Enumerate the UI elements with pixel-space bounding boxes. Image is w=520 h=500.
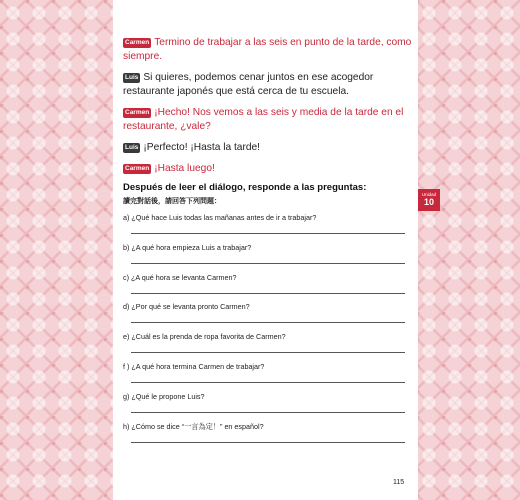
answer-line[interactable] bbox=[131, 412, 405, 413]
question-text: g) ¿Qué le propone Luis? bbox=[123, 391, 205, 401]
answer-line[interactable] bbox=[131, 442, 405, 443]
dialogue-line bbox=[123, 71, 413, 99]
dialogue-line bbox=[123, 106, 413, 134]
dialogue-text: ¡Hecho! Nos vemos a las seis y media de la tarde en el restaurante, ¿vale? bbox=[123, 107, 404, 132]
speaker-tag-carmen: Carmen bbox=[125, 109, 150, 116]
question-text: e) ¿Cuál es la prenda de ropa favorita de Carmen? bbox=[123, 332, 286, 342]
question-text: b) ¿A qué hora empieza Luis a trabajar? bbox=[123, 242, 252, 252]
unit-label: Unidad bbox=[421, 192, 437, 197]
dialogue-text: Termino de trabajar a las seis en punto de la tarde, como siempre. bbox=[123, 37, 412, 62]
unit-number: 10 bbox=[423, 197, 434, 207]
answer-line[interactable] bbox=[131, 322, 405, 323]
question-item bbox=[123, 362, 405, 392]
question-item bbox=[123, 392, 405, 422]
question-text: h) ¿Cómo se dice “一言為定！” en español? bbox=[123, 421, 264, 431]
answer-line[interactable] bbox=[131, 352, 405, 353]
question-text: c) ¿A qué hora se levanta Carmen? bbox=[123, 272, 237, 282]
question-item bbox=[123, 243, 405, 273]
question-text: f ) ¿A qué hora termina Carmen de trabajar? bbox=[123, 361, 265, 371]
speaker-tag-luis: Luis bbox=[125, 74, 139, 81]
exercise-title: Después de leer el diálogo, responde a las preguntas: bbox=[123, 182, 367, 193]
dialogue-text: Si quieres, podemos cenar juntos en ese acogedor restaurante japonés que está cerca de tu escuela. bbox=[123, 72, 374, 97]
question-item bbox=[123, 302, 405, 332]
question-item bbox=[123, 213, 405, 243]
dialogue-text: ¡Hasta luego! bbox=[154, 163, 215, 174]
question-item bbox=[123, 273, 405, 303]
answer-line[interactable] bbox=[131, 263, 405, 264]
exercise-subtitle: 讀完對話後，請回答下列問題： bbox=[123, 198, 221, 205]
question-item bbox=[123, 422, 405, 452]
question-list bbox=[123, 213, 405, 451]
dialogue-text: ¡Perfecto! ¡Hasta la tarde! bbox=[143, 142, 261, 153]
dialogue-line bbox=[123, 162, 413, 176]
speaker-tag-carmen: Carmen bbox=[125, 39, 150, 46]
answer-line[interactable] bbox=[131, 293, 405, 294]
question-text: d) ¿Por qué se levanta pronto Carmen? bbox=[123, 302, 250, 312]
dialogue-line bbox=[123, 141, 413, 155]
question-item bbox=[123, 332, 405, 362]
speaker-tag-carmen: Carmen bbox=[125, 165, 150, 172]
dialogue bbox=[123, 36, 413, 183]
unit-tab bbox=[418, 189, 440, 211]
question-text: a) ¿Qué hace Luis todas las mañanas antes de ir a trabajar? bbox=[123, 213, 317, 222]
dialogue-line bbox=[123, 36, 413, 64]
answer-line[interactable] bbox=[131, 382, 405, 383]
page-number: 115 bbox=[393, 479, 405, 486]
speaker-tag-luis: Luis bbox=[125, 144, 139, 151]
answer-line[interactable] bbox=[131, 233, 405, 234]
